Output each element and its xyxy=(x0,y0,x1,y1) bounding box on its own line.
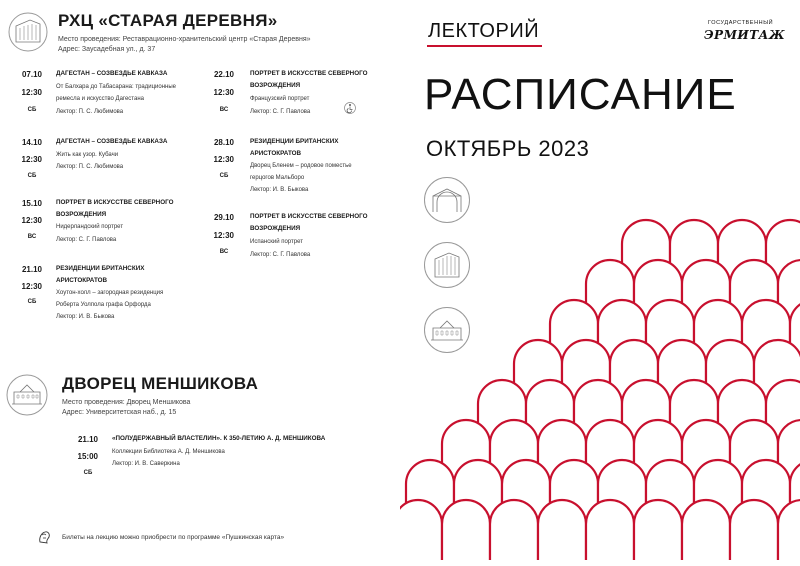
icon-circle-building-1 xyxy=(424,177,470,223)
event-lecturer: Лектор: С. Г. Павлова xyxy=(250,252,311,258)
lektoriy-underline xyxy=(427,45,542,47)
event-lecturer: Лектор: И. В. Быкова xyxy=(56,314,115,320)
event-time: 12:30 xyxy=(213,88,234,97)
venue2-title: ДВОРЕЦ МЕНШИКОВА xyxy=(62,374,259,393)
event-subtitle: Жить как узор. Кубачи xyxy=(56,152,119,158)
event-date: 29.10 xyxy=(213,213,234,222)
building-icon xyxy=(8,12,48,52)
event-title: РЕЗИДЕНЦИИ БРИТАНСКИХ xyxy=(56,265,145,272)
arch-building-icon xyxy=(425,178,469,222)
event-date: 07.10 xyxy=(21,70,42,79)
wheelchair-icon xyxy=(344,101,356,113)
event-weekday: СБ xyxy=(83,470,93,476)
lektoriy-label: ЛЕКТОРИЙ xyxy=(428,20,540,42)
event-title: ПОРТРЕТ В ИСКУССТВЕ СЕВЕРНОГО xyxy=(56,199,174,206)
event-subtitle: Дворец Бленем – родовое поместье xyxy=(250,163,352,169)
pushkin-card-icon xyxy=(36,528,54,546)
event-time: 12:30 xyxy=(21,216,42,225)
event-lecturer: Лектор: П. С. Любимова xyxy=(56,109,124,115)
event-date: 21.10 xyxy=(21,265,42,274)
event-lecturer: Лектор: С. Г. Павлова xyxy=(250,109,311,115)
event-time: 12:30 xyxy=(21,155,42,164)
arch-shape xyxy=(490,500,538,560)
event-weekday: СБ xyxy=(27,299,37,305)
event-title-2: ВОЗРОЖДЕНИЯ xyxy=(250,82,301,89)
arch-shape xyxy=(442,500,490,560)
event-weekday: ВС xyxy=(27,234,37,240)
month-label: ОКТЯБРЬ 2023 xyxy=(426,136,590,161)
event-weekday: СБ xyxy=(219,173,229,179)
venue1-place: Место проведения: Реставрационно-хранительский центр «Старая Деревня» xyxy=(58,36,311,43)
event-weekday: СБ xyxy=(27,173,37,179)
event-weekday: ВС xyxy=(219,107,229,113)
logo-main-text: ЭРМИТАЖ xyxy=(704,28,786,42)
event-title: ДАГЕСТАН – СОЗВЕЗДЬЕ КАВКАЗА xyxy=(56,138,168,145)
event-date: 22.10 xyxy=(213,70,234,79)
arch-shape xyxy=(538,500,586,560)
event-subtitle: От Балхара до Табасарана: традиционные xyxy=(56,84,177,90)
logo-top-text: ГОСУДАРСТВЕННЫЙ xyxy=(708,20,774,26)
event-title-2: АРИСТОКРАТОВ xyxy=(56,277,108,284)
event-title: «ПОЛУДЕРЖАВНЫЙ ВЛАСТЕЛИН». К 350-ЛЕТИЮ А. Д. МЕНШИКОВА xyxy=(112,435,326,442)
event-time: 12:30 xyxy=(21,88,42,97)
palace-icon xyxy=(6,374,48,416)
event-title: ДАГЕСТАН – СОЗВЕЗДЬЕ КАВКАЗА xyxy=(56,70,168,77)
venue1-address: Адрес: Заусадебная ул., д. 37 xyxy=(58,46,156,53)
event-title-2: ВОЗРОЖДЕНИЯ xyxy=(56,211,107,218)
event-subtitle: Коллекции Библиотека А. Д. Меншикова xyxy=(112,449,225,455)
event-time: 12:30 xyxy=(21,282,42,291)
event-title: РЕЗИДЕНЦИИ БРИТАНСКИХ xyxy=(250,138,339,145)
arch-shape xyxy=(682,500,730,560)
event-subtitle: Испанский портрет xyxy=(250,239,303,245)
event-subtitle-2: Роберта Уолпола графа Орфорда xyxy=(56,302,151,308)
event-subtitle-2: герцогов Мальборо xyxy=(250,175,305,181)
event-title: ПОРТРЕТ В ИСКУССТВЕ СЕВЕРНОГО xyxy=(250,213,368,220)
event-weekday: СБ xyxy=(27,107,37,113)
event-lecturer: Лектор: И. В. Быкова xyxy=(250,187,309,193)
event-subtitle: Хоутон-холл – загородная резиденция xyxy=(56,290,164,296)
event-lecturer: Лектор: П. С. Любимова xyxy=(56,164,124,170)
venue2-icon xyxy=(6,374,48,416)
event-title-2: ВОЗРОЖДЕНИЯ xyxy=(250,225,301,232)
building-icon xyxy=(425,243,469,287)
venue2-place: Место проведения: Дворец Меншикова xyxy=(62,399,191,406)
page-title: РАСПИСАНИЕ xyxy=(424,70,737,119)
icon-circle-building-2 xyxy=(424,242,470,288)
event-subtitle: Французский портрет xyxy=(250,96,310,102)
palace-icon xyxy=(425,308,469,352)
event-weekday: ВС xyxy=(219,249,229,255)
event-time: 12:30 xyxy=(213,155,234,164)
venue1-title: РХЦ «СТАРАЯ ДЕРЕВНЯ» xyxy=(58,11,278,30)
event-date: 28.10 xyxy=(213,138,234,147)
event-subtitle: Нидерландский портрет xyxy=(56,224,124,230)
event-date: 15.10 xyxy=(21,199,42,208)
hermitage-logo xyxy=(702,20,792,50)
arch-shape xyxy=(586,500,634,560)
event-date: 21.10 xyxy=(77,435,98,444)
event-time: 15:00 xyxy=(77,452,98,461)
event-title: ПОРТРЕТ В ИСКУССТВЕ СЕВЕРНОГО xyxy=(250,70,368,77)
event-lecturer: Лектор: И. В. Саверкина xyxy=(112,461,180,467)
event-date: 14.10 xyxy=(21,138,42,147)
event-lecturer: Лектор: С. Г. Павлова xyxy=(56,237,117,243)
arch-shape xyxy=(730,500,778,560)
venue2-address: Адрес: Университетская наб., д. 15 xyxy=(62,409,177,416)
venue1-icon xyxy=(8,12,48,52)
event-subtitle-2: ремесла и искусство Дагестана xyxy=(56,96,144,102)
event-time: 12:30 xyxy=(213,231,234,240)
arch-shape xyxy=(400,500,442,560)
icon-circle-palace xyxy=(424,307,470,353)
event-title-2: АРИСТОКРАТОВ xyxy=(250,150,302,157)
footer-note: Билеты на лекцию можно приобрести по программе «Пушкинская карта» xyxy=(62,534,285,541)
arch-shape xyxy=(634,500,682,560)
